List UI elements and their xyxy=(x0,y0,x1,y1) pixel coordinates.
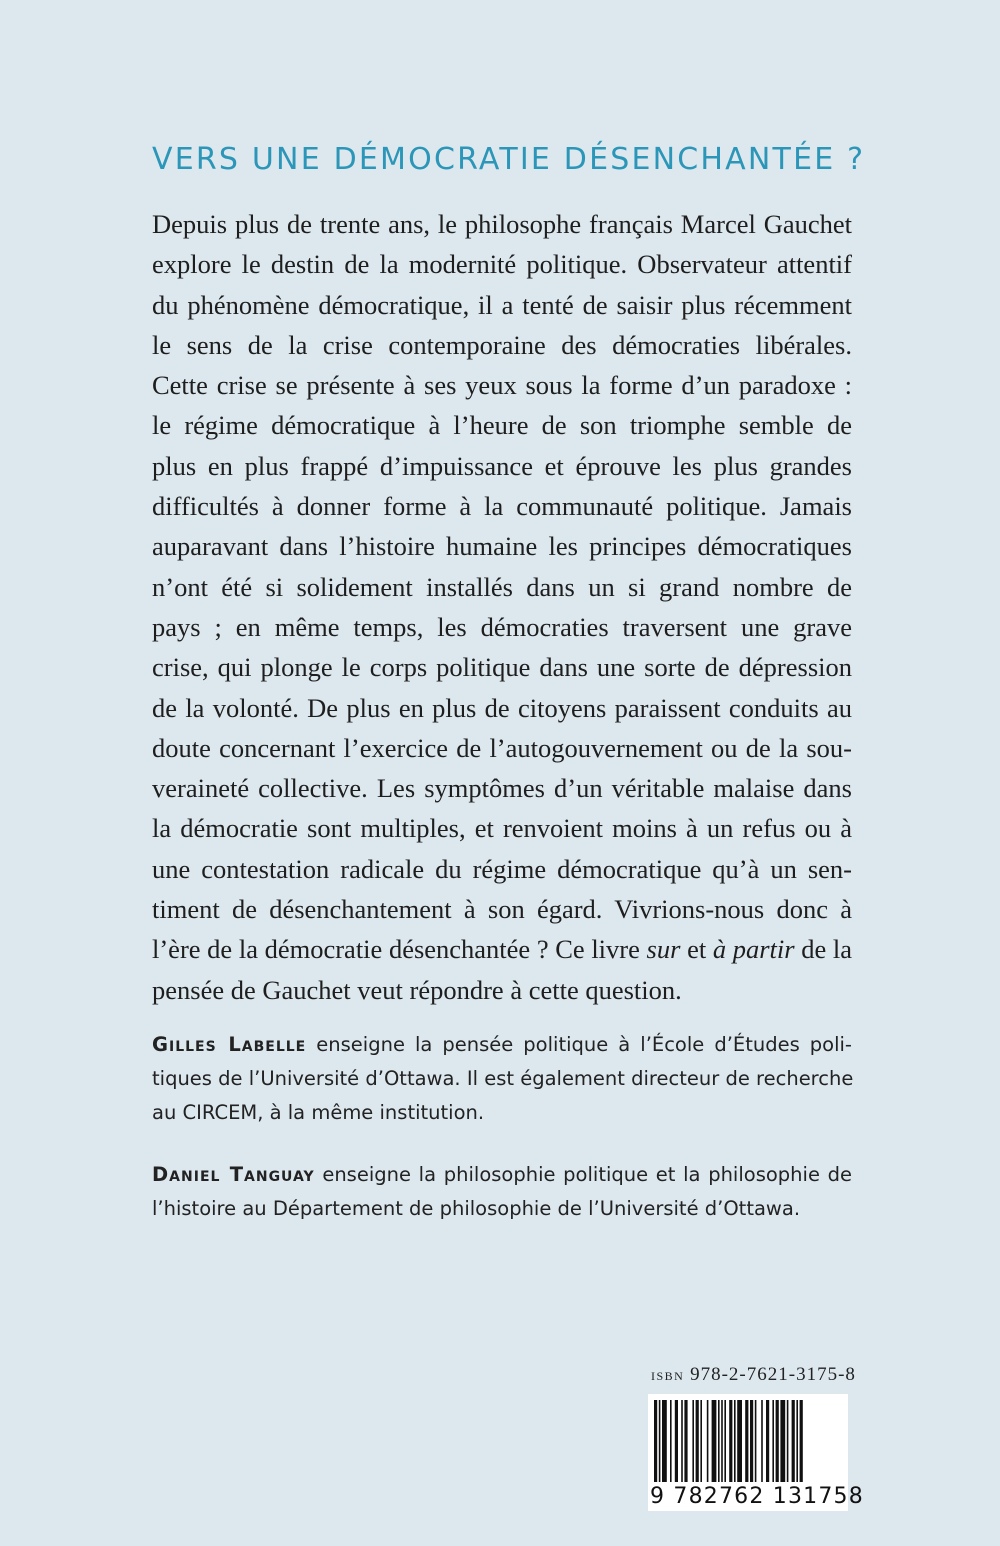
barcode-bar xyxy=(792,1400,795,1482)
bio-text: enseigne la philosophie politique et la philosophie de xyxy=(314,1163,853,1186)
barcode-bar xyxy=(659,1400,661,1482)
barcode-bar xyxy=(675,1400,678,1482)
author-bio-labelle xyxy=(152,1028,852,1130)
blurb-line: Depuis plus de trente ans, le philosophe français Marcel Gauchet xyxy=(152,209,852,239)
blurb-text: et xyxy=(680,934,713,965)
book-blurb xyxy=(152,204,852,1010)
bio-line: tiques de l’Université d’Ottawa. Il est également directeur de recherche xyxy=(152,1067,854,1090)
blurb-line: la démocratie sont multiples, et renvoient moins à un refus ou à xyxy=(152,813,852,844)
blurb-line: difficultés à donner forme à la communauté politique. Jamais xyxy=(152,491,852,522)
barcode-bar xyxy=(724,1400,726,1482)
barcode-bar xyxy=(718,1400,720,1482)
author-name: Gilles Labelle xyxy=(152,1033,307,1056)
barcode-bar xyxy=(692,1400,694,1482)
barcode-bars xyxy=(648,1394,848,1486)
barcode-bar xyxy=(734,1400,736,1482)
blurb-line: une contestation radicale du régime démocratique qu’à un sen- xyxy=(152,853,852,884)
bio-text: enseigne la pensée politique à l’École d’Études poli- xyxy=(306,1033,852,1056)
blurb-line: le régime démocratique à l’heure de son triomphe semble de xyxy=(152,410,852,441)
barcode-bar xyxy=(654,1400,657,1482)
blurb-line: plus en plus frappé d’impuissance et éprouve les plus grandes xyxy=(152,450,852,481)
blurb-text: de la xyxy=(794,934,853,965)
blurb-text: l’ère de la démocratie désenchantée ? Ce livre xyxy=(152,934,647,965)
book-title: VERS UNE DÉMOCRATIE DÉSENCHANTÉE ? xyxy=(152,142,866,178)
barcode-digits: 9 782762 131758 xyxy=(650,1484,864,1509)
barcode-bar xyxy=(712,1400,717,1482)
bio-line xyxy=(152,1028,852,1062)
blurb-line: du phénomène démocratique, il a tenté de saisir plus récemment xyxy=(152,289,852,320)
blurb-line-with-emphasis xyxy=(152,929,852,969)
barcode-bar xyxy=(662,1400,667,1482)
barcode-bar xyxy=(721,1400,723,1482)
isbn-number: 978-2-7621-3175-8 xyxy=(690,1364,856,1385)
author-name: Daniel Tanguay xyxy=(152,1163,315,1186)
barcode-bar xyxy=(772,1400,774,1482)
blurb-emphasis-sur: sur xyxy=(646,934,681,965)
barcode-bar xyxy=(776,1400,779,1482)
barcode-bar xyxy=(729,1400,732,1482)
author-bio-tanguay xyxy=(152,1158,852,1226)
blurb-emphasis-a-partir: à partir xyxy=(712,934,795,965)
blurb-line: auparavant dans l’histoire humaine les principes démocratiques xyxy=(152,531,852,562)
bio-line xyxy=(152,1158,852,1192)
barcode-bar xyxy=(800,1400,803,1482)
barcode-bar xyxy=(684,1400,687,1482)
bio-line: l’histoire au Département de philosophie de l’Université d’Ottawa. xyxy=(152,1197,801,1220)
barcode-bar xyxy=(750,1400,753,1482)
blurb-line: n’ont été si solidement installés dans un si grand nombre de xyxy=(152,571,852,602)
blurb-line: de la volonté. De plus en plus de citoyens paraissent conduits au xyxy=(152,692,852,723)
barcode-bar xyxy=(761,1400,763,1482)
blurb-line: explore le destin de la modernité politique. Observateur attentif xyxy=(152,249,852,280)
barcode-bar xyxy=(796,1400,798,1482)
isbn-prefix: isbn xyxy=(651,1365,685,1384)
barcode-bar xyxy=(787,1400,789,1482)
barcode-bar xyxy=(766,1400,769,1482)
bio-line: au CIRCEM, à la même institution. xyxy=(152,1101,485,1124)
isbn-label xyxy=(651,1364,856,1386)
blurb-line: le sens de la crise contemporaine des démocraties libérales. xyxy=(152,329,852,360)
blurb-line: timent de désenchantement à son égard. Vivrions-nous donc à xyxy=(152,894,852,925)
barcode-bar xyxy=(670,1400,672,1482)
barcode-bar xyxy=(780,1400,785,1482)
blurb-line: Cette crise se présente à ses yeux sous la forme d’un paradoxe : xyxy=(152,370,852,401)
barcode-bar xyxy=(707,1400,709,1482)
barcode-bar xyxy=(700,1400,702,1482)
barcode-bar xyxy=(681,1400,683,1482)
blurb-line: doute concernant l’exercice de l’autogouvernement ou de la sou- xyxy=(152,732,852,763)
blurb-line: veraineté collective. Les symptômes d’un véritable malaise dans xyxy=(152,773,852,804)
barcode-bar xyxy=(745,1400,748,1482)
blurb-line: pays ; en même temps, les démocraties traversent une grave xyxy=(152,611,852,642)
barcode-bar xyxy=(755,1400,757,1482)
barcode-bar xyxy=(696,1400,699,1482)
blurb-line: crise, qui plonge le corps politique dans une sorte de dépression xyxy=(152,652,852,683)
blurb-line: pensée de Gauchet veut répondre à cette question. xyxy=(152,974,682,1005)
barcode-bar xyxy=(737,1400,742,1482)
